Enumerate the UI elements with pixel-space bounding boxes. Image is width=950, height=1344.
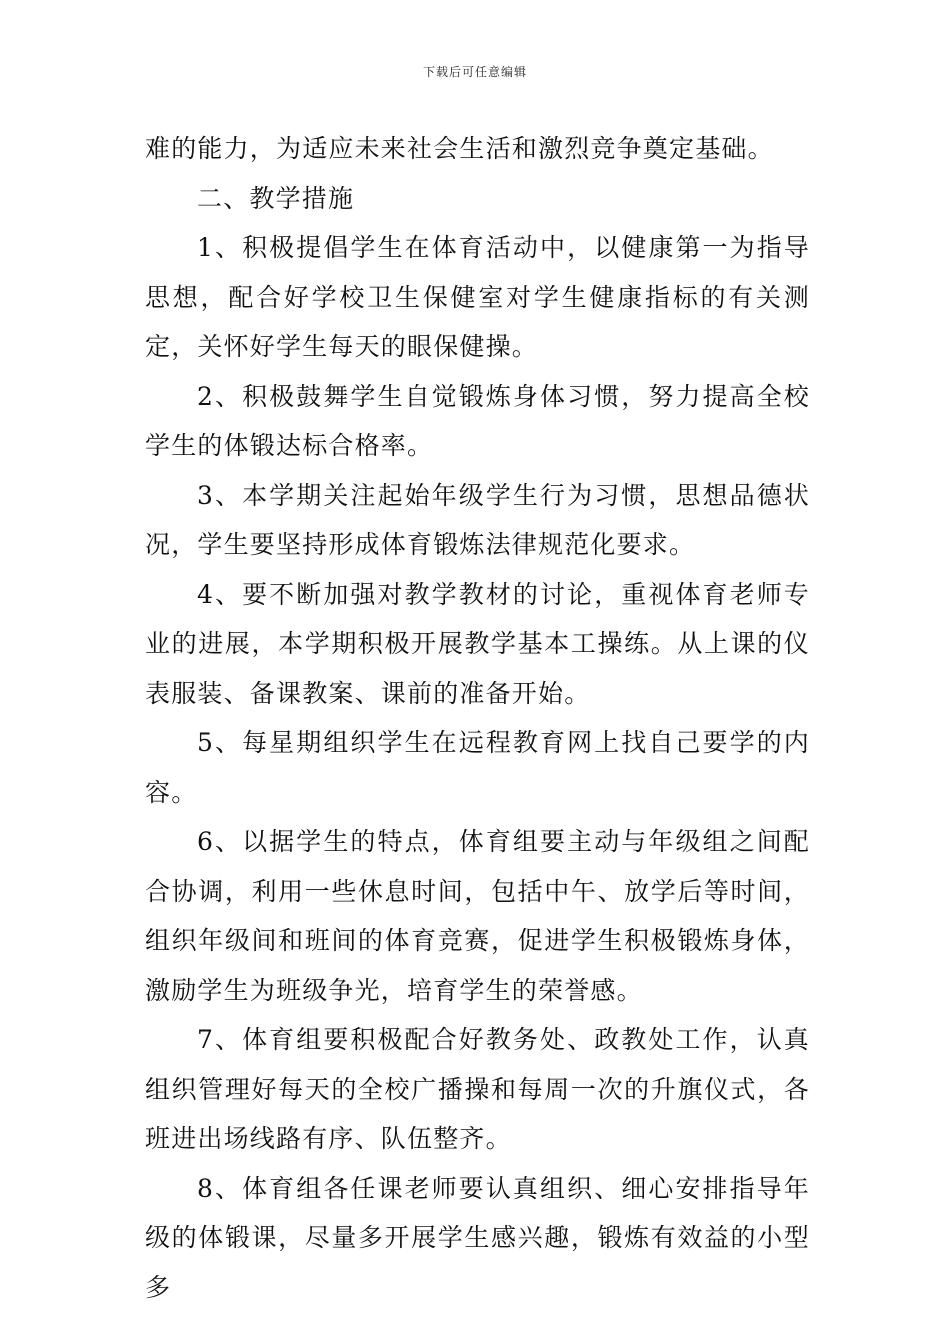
paragraph-measure-6: 6、以据学生的特点，体育组要主动与年级组之间配合协调，利用一些休息时间，包括中午、放学后等时间，组织年级间和班间的体育竞赛，促进学生积极锻炼身体，激励学生为班级争光，培育学生的荣誉感。 bbox=[145, 827, 810, 1005]
section-heading: 二、教学措施 bbox=[197, 183, 355, 213]
document-body bbox=[145, 124, 810, 1312]
paragraph-measure-2: 2、积极鼓舞学生自觉锻炼身体习惯，努力提高全校学生的体锻达标合格率。 bbox=[145, 381, 810, 460]
paragraph-continuation: 难的能力，为适应未来社会生活和激烈竞争奠定基础。 bbox=[145, 134, 774, 163]
paragraph-measure-8: 8、体育组各任课老师要认真组织、细心安排指导年级的体锻课，尽量多开展学生感兴趣，锻炼有效益的小型多 bbox=[145, 1173, 810, 1302]
paragraph-measure-5: 5、每星期组织学生在远程教育网上找自己要学的内容。 bbox=[145, 728, 810, 807]
paragraph-measure-4: 4、要不断加强对教学教材的讨论，重视体育老师专业的进展，本学期积极开展教学基本工操练。从上课的仪表服装、备课教案、课前的准备开始。 bbox=[145, 579, 810, 708]
paragraph-measure-7: 7、体育组要积极配合好教务处、政教处工作，认真组织管理好每天的全校广播操和每周一次的升旗仪式，各班进出场线路有序、队伍整齐。 bbox=[145, 1025, 810, 1153]
page-header-note: 下载后可任意编辑 bbox=[422, 65, 527, 79]
paragraph-measure-1: 1、积极提倡学生在体育活动中，以健康第一为指导思想，配合好学校卫生保健室对学生健康指标的有关测定，关怀好学生每天的眼保健操。 bbox=[145, 233, 810, 361]
paragraph-measure-3: 3、本学期关注起始年级学生行为习惯，思想品德状况，学生要坚持形成体育锻炼法律规范化要求。 bbox=[145, 480, 810, 559]
